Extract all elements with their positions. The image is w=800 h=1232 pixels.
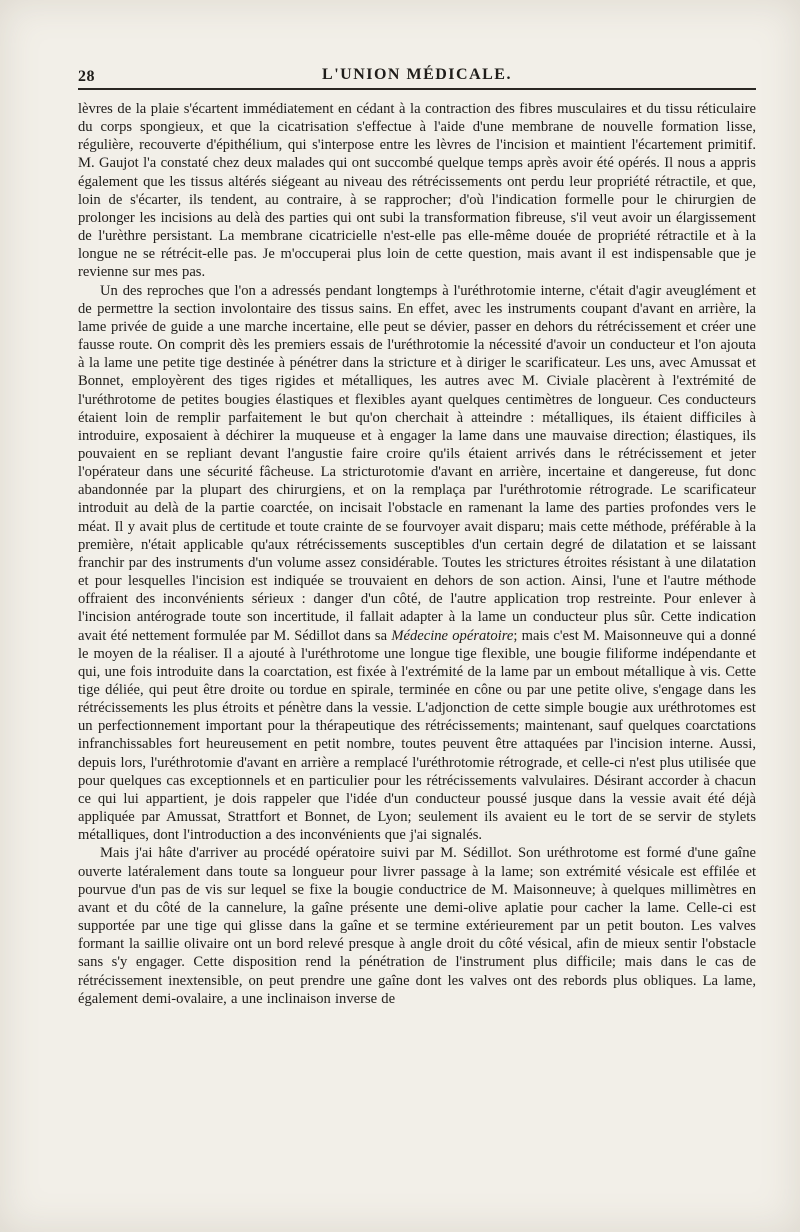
article-body [78, 100, 756, 1008]
book-title: Médecine opératoire [391, 627, 514, 644]
paragraph-2-text: Un des reproches que l'on a adressés pendant longtemps à l'uréthrotomie interne, c'était d'agir aveuglément et de permettre la section involontaire des tissus sains. En effet, avec les instruments coupant d'avant en arrière, la lame privée de guide a une marche incertaine, elle peut se dévier, passer en dehors du rétrécissement et créer une fausse route. On comprit dès les premiers essais de l'uréthrotomie la nécessité d'avoir un conducteur et l'on ajouta à la lame une petite tige destinée à pénétrer dans la stricture et à diriger le scarificateur. Les uns, avec Amussat et Bonnet, employèrent des tiges rigides et métalliques, les autres avec M. Civiale placèrent à l'extrémité de l'uréthrotome de petites bougies élastiques et flexibles ayant quelques centimètres de longueur. Ces conducteurs étaient loin de remplir parfaitement le but qu'on cherchait à atteindre : métalliques, ils étaient difficiles à introduire, exposaient à déchirer la muqueuse et à engager la lame dans une mauvaise direction; élastiques, ils pouvaient en se repliant devant l'angustie faire croire qu'ils étaient arrivés dans le rétrécissement et jeter l'opérateur dans une sécurité fâcheuse. La stricturotomie d'avant en arrière, incertaine et dangereuse, fut donc abandonnée par la plupart des chirurgiens, et on la remplaça par l'uréthrotomie rétrograde. Le scarificateur introduit au delà de la partie coarctée, on incisait l'obstacle en ramenant la lame des parties profondes vers le méat. Il y avait plus de certitude et toute crainte de se fourvoyer avait disparu; mais cette méthode, préférable à la première, n'était applicable qu'aux rétrécissements susceptibles d'un certain degré de dilatation et se laissant franchir par des instruments d'un volume assez considérable. Toutes les strictures étroites résistant à une dilatation et pour lesquelles l'incision est indiquée se trouvaient en dehors de son action. Ainsi, l'une et l'autre méthode offraient des inconvénients sérieux : danger d'un côté, de l'autre application trop restreinte. Pour enlever à l'incision antérograde toute son incertitude, il fallait adapter à la lame un conducteur plus sûr. Cette indication avait été nettement formulée par M. Sédillot dans sa [78, 282, 756, 644]
paragraph-2 [78, 282, 756, 845]
page-header [78, 56, 756, 86]
paragraph-2-continuation: ; mais c'est M. Maisonneuve qui a donné le moyen de la réaliser. Il a ajouté à l'uréthrotome une longue tige flexible, une bougie filiforme indépendante et qui, une fois introduite dans la coarctation, est fixée à l'extrémité de la lame par un embout métallique à vis. Cette tige déliée, qui peut être droite ou tordue en spirale, terminée en cône ou par une petite olive, s'engage dans les rétrécissements les plus étroits et pénètre dans la vessie. L'adjonction de cette simple bougie aux uréthrotomes est un perfectionnement important pour la thérapeutique des rétrécissements; maintenant, sauf quelques coarctations infranchissables fort heureusement en petit nombre, toutes peuvent être attaquées par l'incision interne. Aussi, depuis lors, l'uréthrotomie d'avant en arrière a remplacé l'uréthrotomie rétrograde, et celle-ci n'est plus utilisée que pour quelques cas exceptionnels et en particulier pour les rétrécissements valvulaires. Désirant accorder à chacun ce qui lui appartient, je dois rappeler que l'idée d'un conducteur poussé jusque dans la vessie avait été déjà appliquée par Amussat, Strattfort et Bonnet, de Lyon; seulement ils avaient eu le tort de se servir de stylets métalliques, dont l'introduction a des inconvénients que j'ai signalés. [78, 627, 756, 844]
paragraph-3: Mais j'ai hâte d'arriver au procédé opératoire suivi par M. Sédillot. Son uréthrotome est formé d'une gaîne ouverte latéralement dans toute sa longueur pour livrer passage à la lame; son extrémité vésicale est effilée et pourvue d'un pas de vis sur lequel se fixe la bougie conductrice de M. Maisonneuve; à quelques millimètres en avant et du côté de la cannelure, la gaîne présente une demi-olive aplatie pour cacher la lame. Celle-ci est supportée par une tige qui glisse dans la gaîne et se termine extérieurement par un petit bouton. Les valves formant la saillie olivaire ont un bord relevé presque à angle droit du côté vésical, afin de mieux sentir l'obstacle sans s'y engager. Cette disposition rend la pénétration de l'instrument plus difficile; mais dans le cas de rétrécissement inextensible, on peut prendre une gaîne dont les valves ont des rebords plus obliques. La lame, également demi-ovalaire, a une inclinaison inverse de [78, 845, 756, 1007]
page-number: 28 [78, 68, 95, 85]
header-rule [78, 88, 756, 90]
running-title: L'UNION MÉDICALE. [322, 66, 512, 83]
paragraph-1: lèvres de la plaie s'écartent immédiatement en cédant à la contraction des fibres musculaires et du tissu réticulaire du corps spongieux, et que la cicatrisation s'effectue à l'aide d'une membrane de nouvelle formation lisse, régulière, recouverte d'épithélium, qui s'interpose entre les lèvres de l'incision et maintient l'écartement primitif. M. Gaujot l'a constaté chez deux malades qui ont succombé quelque temps après avoir été opérés. Il nous a appris également que les tissus altérés siégeant au niveau des rétrécissements ont perdu leur propriété rétractile, et que, loin de s'écarter, ils tendent, au contraire, à se rapprocher; d'où l'indication formelle pour le chirurgien de prolonger les incisions au delà des parties qui ont subi la transformation fibreuse, s'il veut avoir un élargissement de l'urèthre persistant. La membrane cicatricielle n'est-elle pas elle-même douée de propriété rétractile et à la longue ne se rétrécit-elle pas. Je m'occuperai plus loin de cette question, mais avant il est indispensable que je revienne sur mes pas. [78, 101, 756, 281]
